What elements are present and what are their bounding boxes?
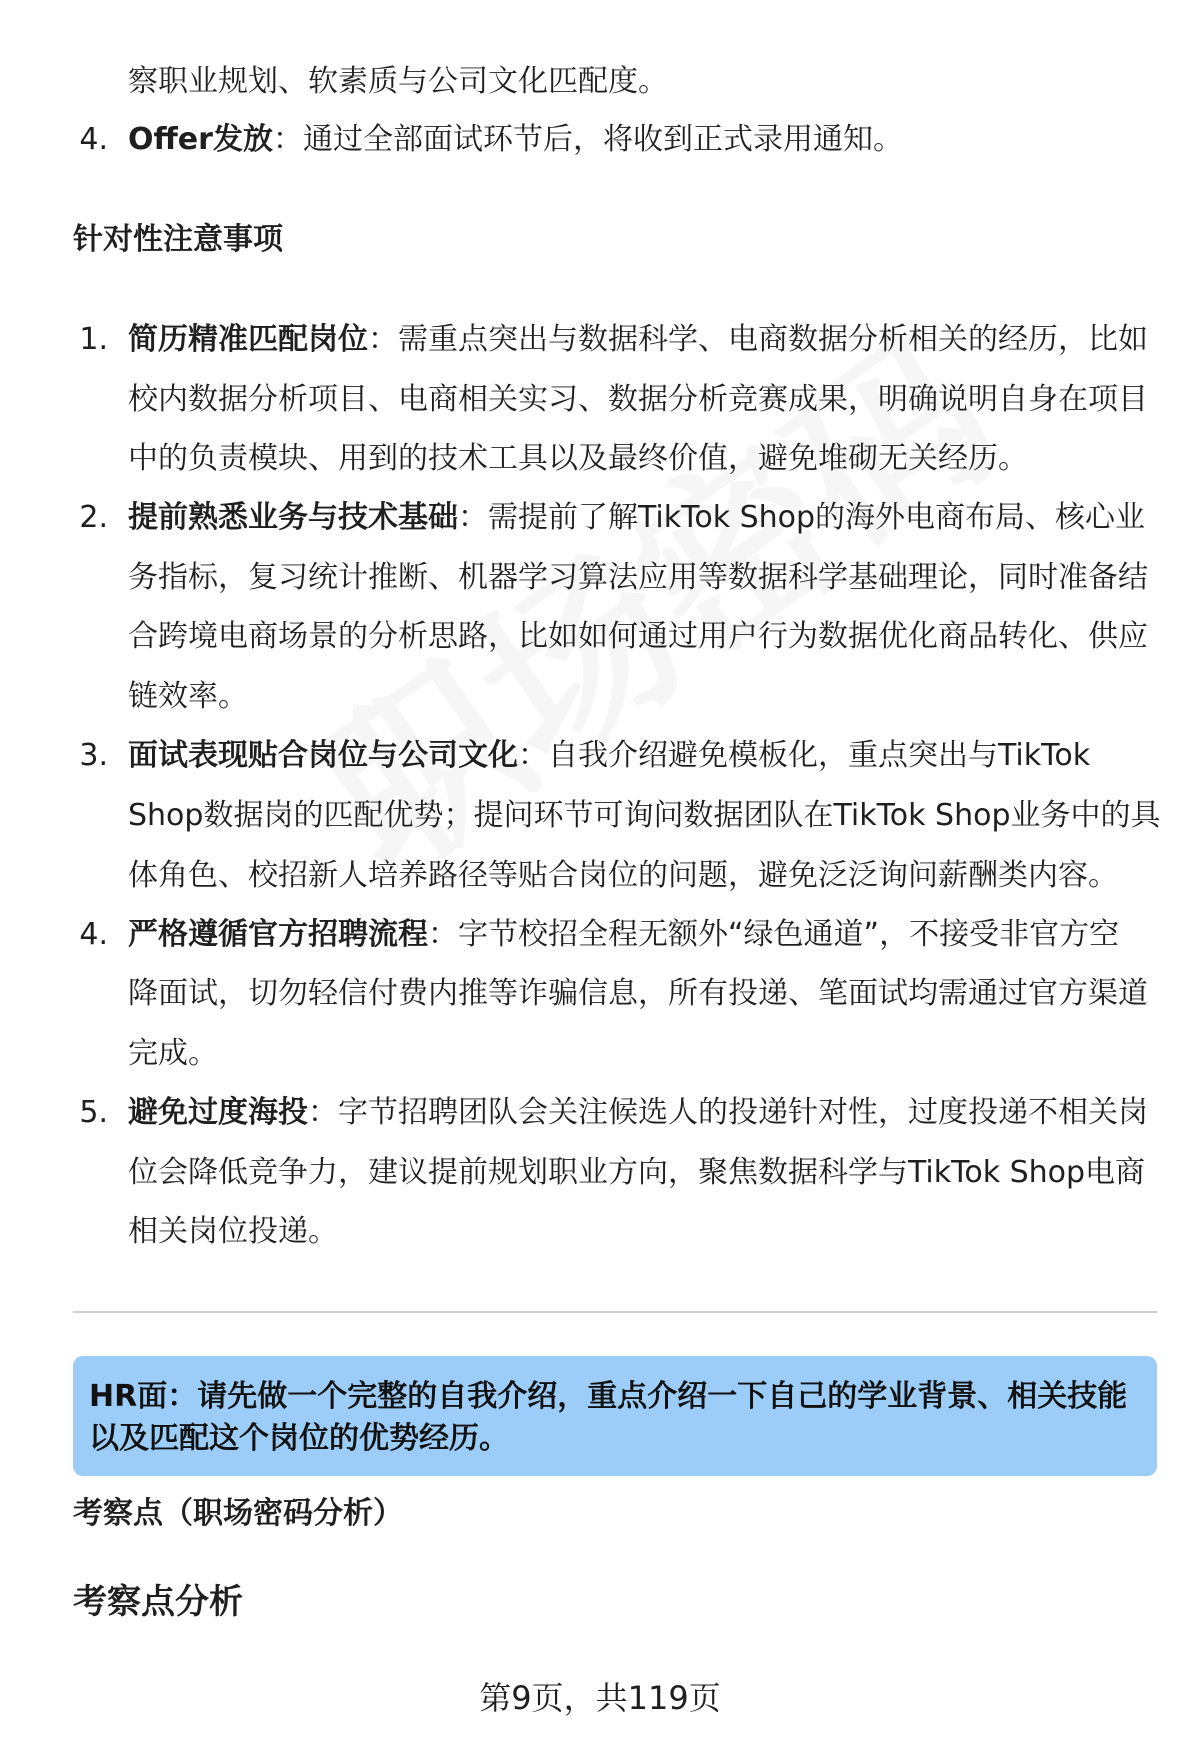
callout-line: HR面：请先做一个完整的自我介绍，重点介绍一下自己的学业背景、相关技能: [89, 1379, 1128, 1414]
page-number: 第9页，共119页: [479, 1679, 721, 1717]
list-number: 4.: [79, 122, 108, 157]
list-item-line: 校内数据分析项目、电商相关实习、数据分析竞赛成果，明确说明自身在项目: [128, 382, 1148, 417]
list-item: [128, 915, 1119, 955]
list-number: 1.: [79, 322, 108, 357]
list-item-title: 面试表现贴合岗位与公司文化: [128, 738, 518, 773]
callout-line: 以及匹配这个岗位的优势经历。: [89, 1421, 509, 1456]
list-item: [128, 736, 1090, 776]
list-number: 5.: [79, 1095, 108, 1130]
examine-point-heading: 考察点（职场密码分析）: [73, 1496, 403, 1531]
list-item-line: 合跨境电商场景的分析思路，比如如何通过用户行为数据优化商品转化、供应: [128, 619, 1148, 654]
list-item: [128, 120, 903, 160]
list-item-text: ：需重点突出与数据科学、电商数据分析相关的经历，比如: [368, 322, 1148, 357]
list-item-line: 位会降低竞争力，建议提前规划职业方向，聚焦数据科学与TikTok Shop电商: [128, 1155, 1146, 1190]
list-item: [128, 320, 1148, 360]
list-item-line: Shop数据岗的匹配优势；提问环节可询问数据团队在TikTok Shop业务中的具: [128, 798, 1161, 833]
list-item-text: ：需提前了解TikTok Shop的海外电商布局、核心业: [458, 500, 1146, 535]
list-item: [128, 498, 1145, 538]
list-item-text: ：通过全部面试环节后，将收到正式录用通知。: [272, 122, 903, 157]
analysis-title: 考察点分析: [73, 1582, 243, 1622]
list-item: [128, 1093, 1148, 1133]
question-callout: [73, 1356, 1157, 1476]
list-item-line: 中的负责模块、用到的技术工具以及最终价值，避免堆砌无关经历。: [128, 441, 1028, 476]
list-item-line: 体角色、校招新人培养路径等贴合岗位的问题，避免泛泛询问薪酬类内容。: [128, 858, 1118, 893]
list-item-title: 避免过度海投: [128, 1095, 308, 1130]
list-number: 3.: [79, 738, 108, 773]
list-item-text: ：字节招聘团队会关注候选人的投递针对性，过度投递不相关岗: [308, 1095, 1148, 1130]
section-title: 针对性注意事项: [73, 222, 283, 257]
list-item-line: 降面试，切勿轻信付费内推等诈骗信息，所有投递、笔面试均需通过官方渠道: [128, 976, 1148, 1011]
continuation-text: 察职业规划、软素质与公司文化匹配度。: [128, 64, 668, 99]
list-number: 4.: [79, 917, 108, 952]
list-item-title: 严格遵循官方招聘流程: [128, 917, 428, 952]
list-number: 2.: [79, 500, 108, 535]
list-item-line: 完成。: [128, 1036, 218, 1071]
list-item-line: 务指标，复习统计推断、机器学习算法应用等数据科学基础理论，同时准备结: [128, 560, 1148, 595]
list-item-title: Offer发放: [128, 122, 273, 157]
list-item-line: 相关岗位投递。: [128, 1214, 338, 1249]
list-item-title: 提前熟悉业务与技术基础: [128, 500, 458, 535]
list-item-text: ：字节校招全程无额外“绿色通道”，不接受非官方空: [428, 917, 1120, 952]
divider: [73, 1311, 1157, 1313]
list-item-line: 链效率。: [128, 679, 248, 714]
list-item-text: ：自我介绍避免模板化，重点突出与TikTok: [518, 738, 1091, 773]
list-item-title: 简历精准匹配岗位: [128, 322, 368, 357]
